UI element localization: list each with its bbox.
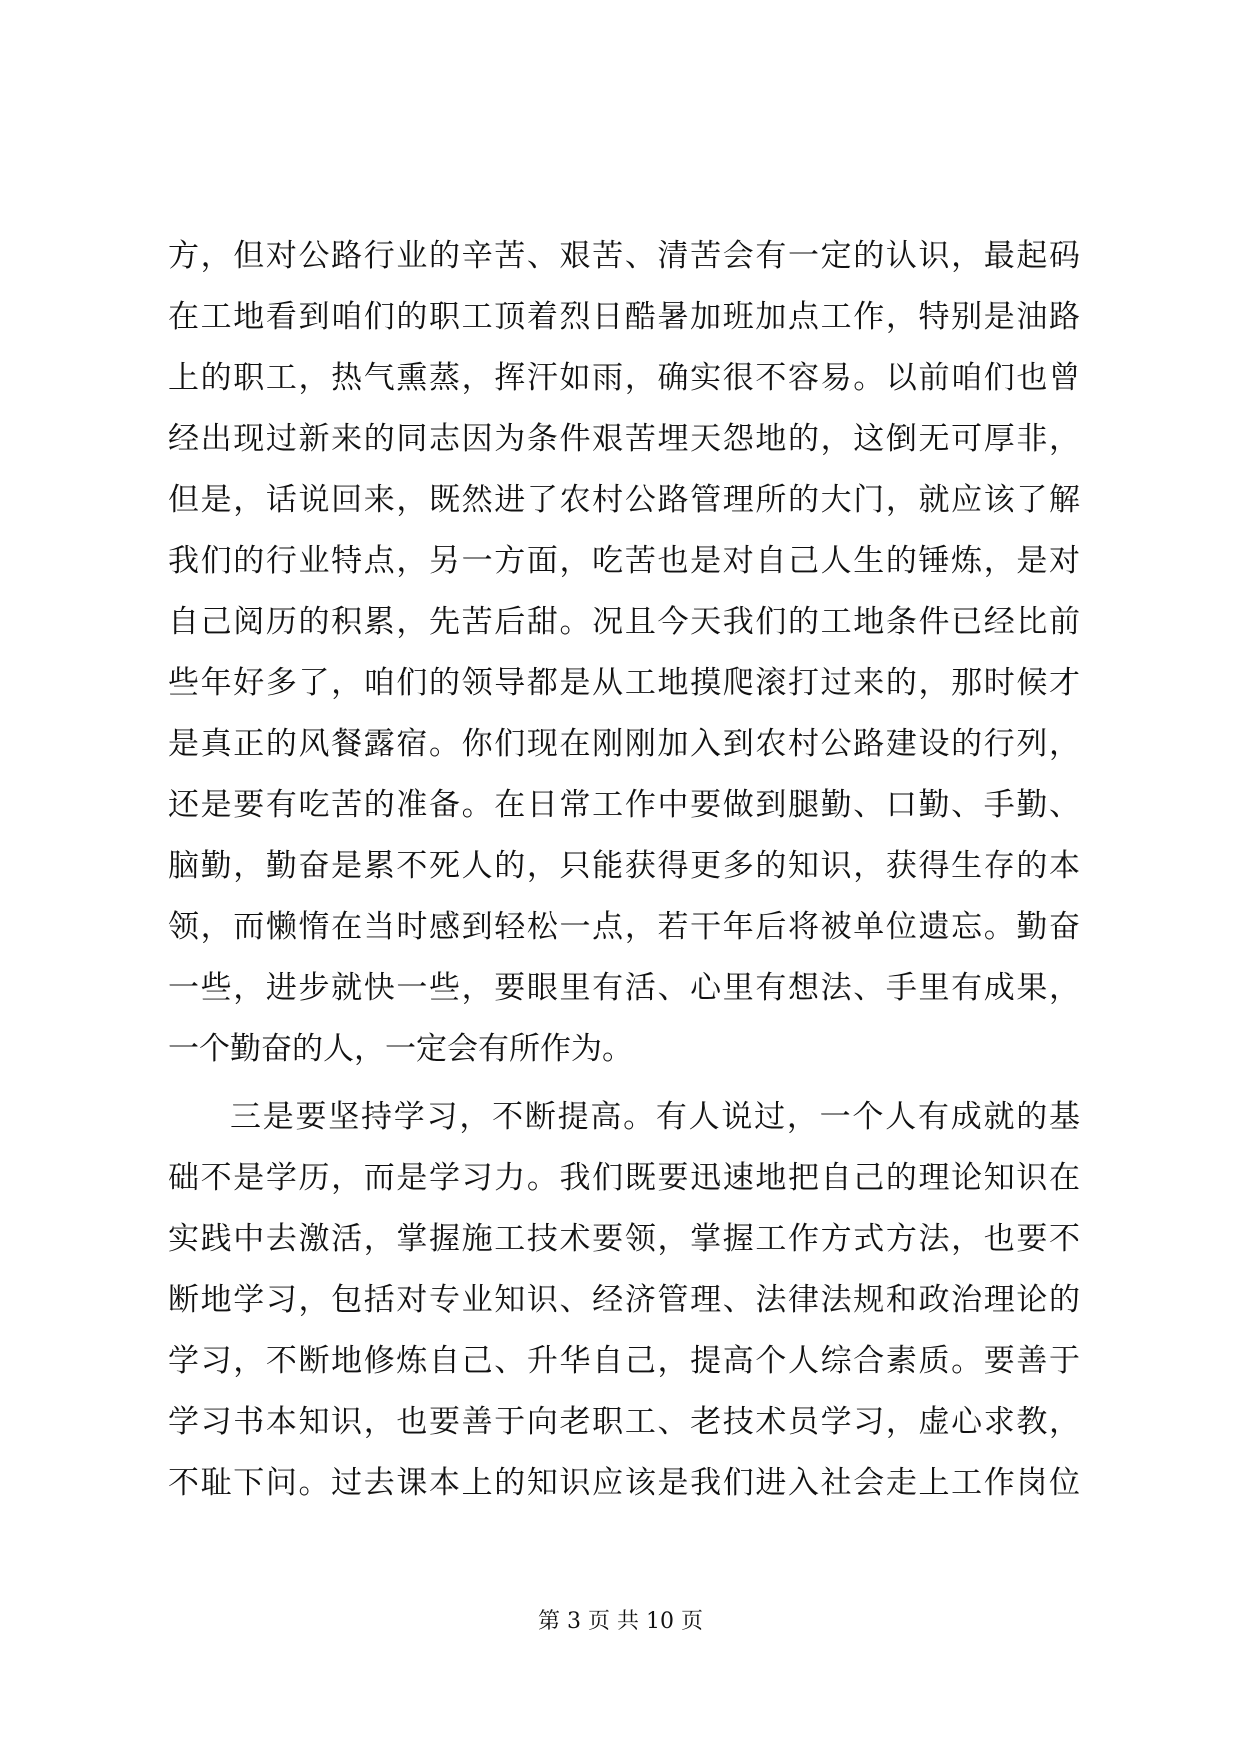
text-line: 上的职工，热气熏蒸，挥汗如雨，确实很不容易。以前咱们也曾	[168, 360, 1080, 396]
page-number-label: 第 3 页 共 10 页	[538, 1609, 703, 1634]
paragraph-1	[168, 226, 1080, 1080]
body-text	[168, 226, 1080, 1514]
text-line: 不耻下问。过去课本上的知识应该是我们进入社会走上工作岗位	[168, 1465, 1080, 1501]
text-line: 还是要有吃苦的准备。在日常工作中要做到腿勤、口勤、手勤、	[168, 787, 1080, 823]
text-line: 学习书本知识，也要善于向老职工、老技术员学习，虚心求教，	[168, 1404, 1080, 1440]
text-line: 脑勤，勤奋是累不死人的，只能获得更多的知识，获得生存的本	[168, 848, 1080, 884]
page-footer	[0, 1607, 1241, 1637]
text-line: 一些，进步就快一些，要眼里有活、心里有想法、手里有成果，	[168, 970, 1080, 1006]
text-line: 方，但对公路行业的辛苦、艰苦、清苦会有一定的认识，最起码	[168, 238, 1080, 274]
text-line: 一个勤奋的人，一定会有所作为。	[168, 1031, 633, 1067]
text-line: 断地学习，包括对专业知识、经济管理、法律法规和政治理论的	[168, 1282, 1080, 1318]
text-line: 学习，不断地修炼自己、升华自己，提高个人综合素质。要善于	[168, 1343, 1080, 1379]
text-line: 些年好多了，咱们的领导都是从工地摸爬滚打过来的，那时候才	[168, 665, 1080, 701]
text-line: 础不是学历，而是学习力。我们既要迅速地把自己的理论知识在	[168, 1160, 1080, 1196]
text-line: 但是，话说回来，既然进了农村公路管理所的大门，就应该了解	[168, 482, 1080, 518]
text-line: 实践中去激活，掌握施工技术要领，掌握工作方式方法，也要不	[168, 1221, 1080, 1257]
text-line: 在工地看到咱们的职工顶着烈日酷暑加班加点工作，特别是油路	[168, 299, 1080, 335]
paragraph-spacing	[168, 1080, 1080, 1087]
text-line: 经出现过新来的同志因为条件艰苦埋天怨地的，这倒无可厚非，	[168, 421, 1080, 457]
paragraph-2	[168, 1087, 1080, 1514]
text-line: 领，而懒惰在当时感到轻松一点，若干年后将被单位遗忘。勤奋	[168, 909, 1080, 945]
text-line: 三是要坚持学习，不断提高。有人说过，一个人有成就的基	[230, 1099, 1080, 1135]
text-line: 我们的行业特点，另一方面，吃苦也是对自己人生的锤炼，是对	[168, 543, 1080, 579]
text-line: 自己阅历的积累，先苦后甜。况且今天我们的工地条件已经比前	[168, 604, 1080, 640]
text-line: 是真正的风餐露宿。你们现在刚刚加入到农村公路建设的行列，	[168, 726, 1080, 762]
